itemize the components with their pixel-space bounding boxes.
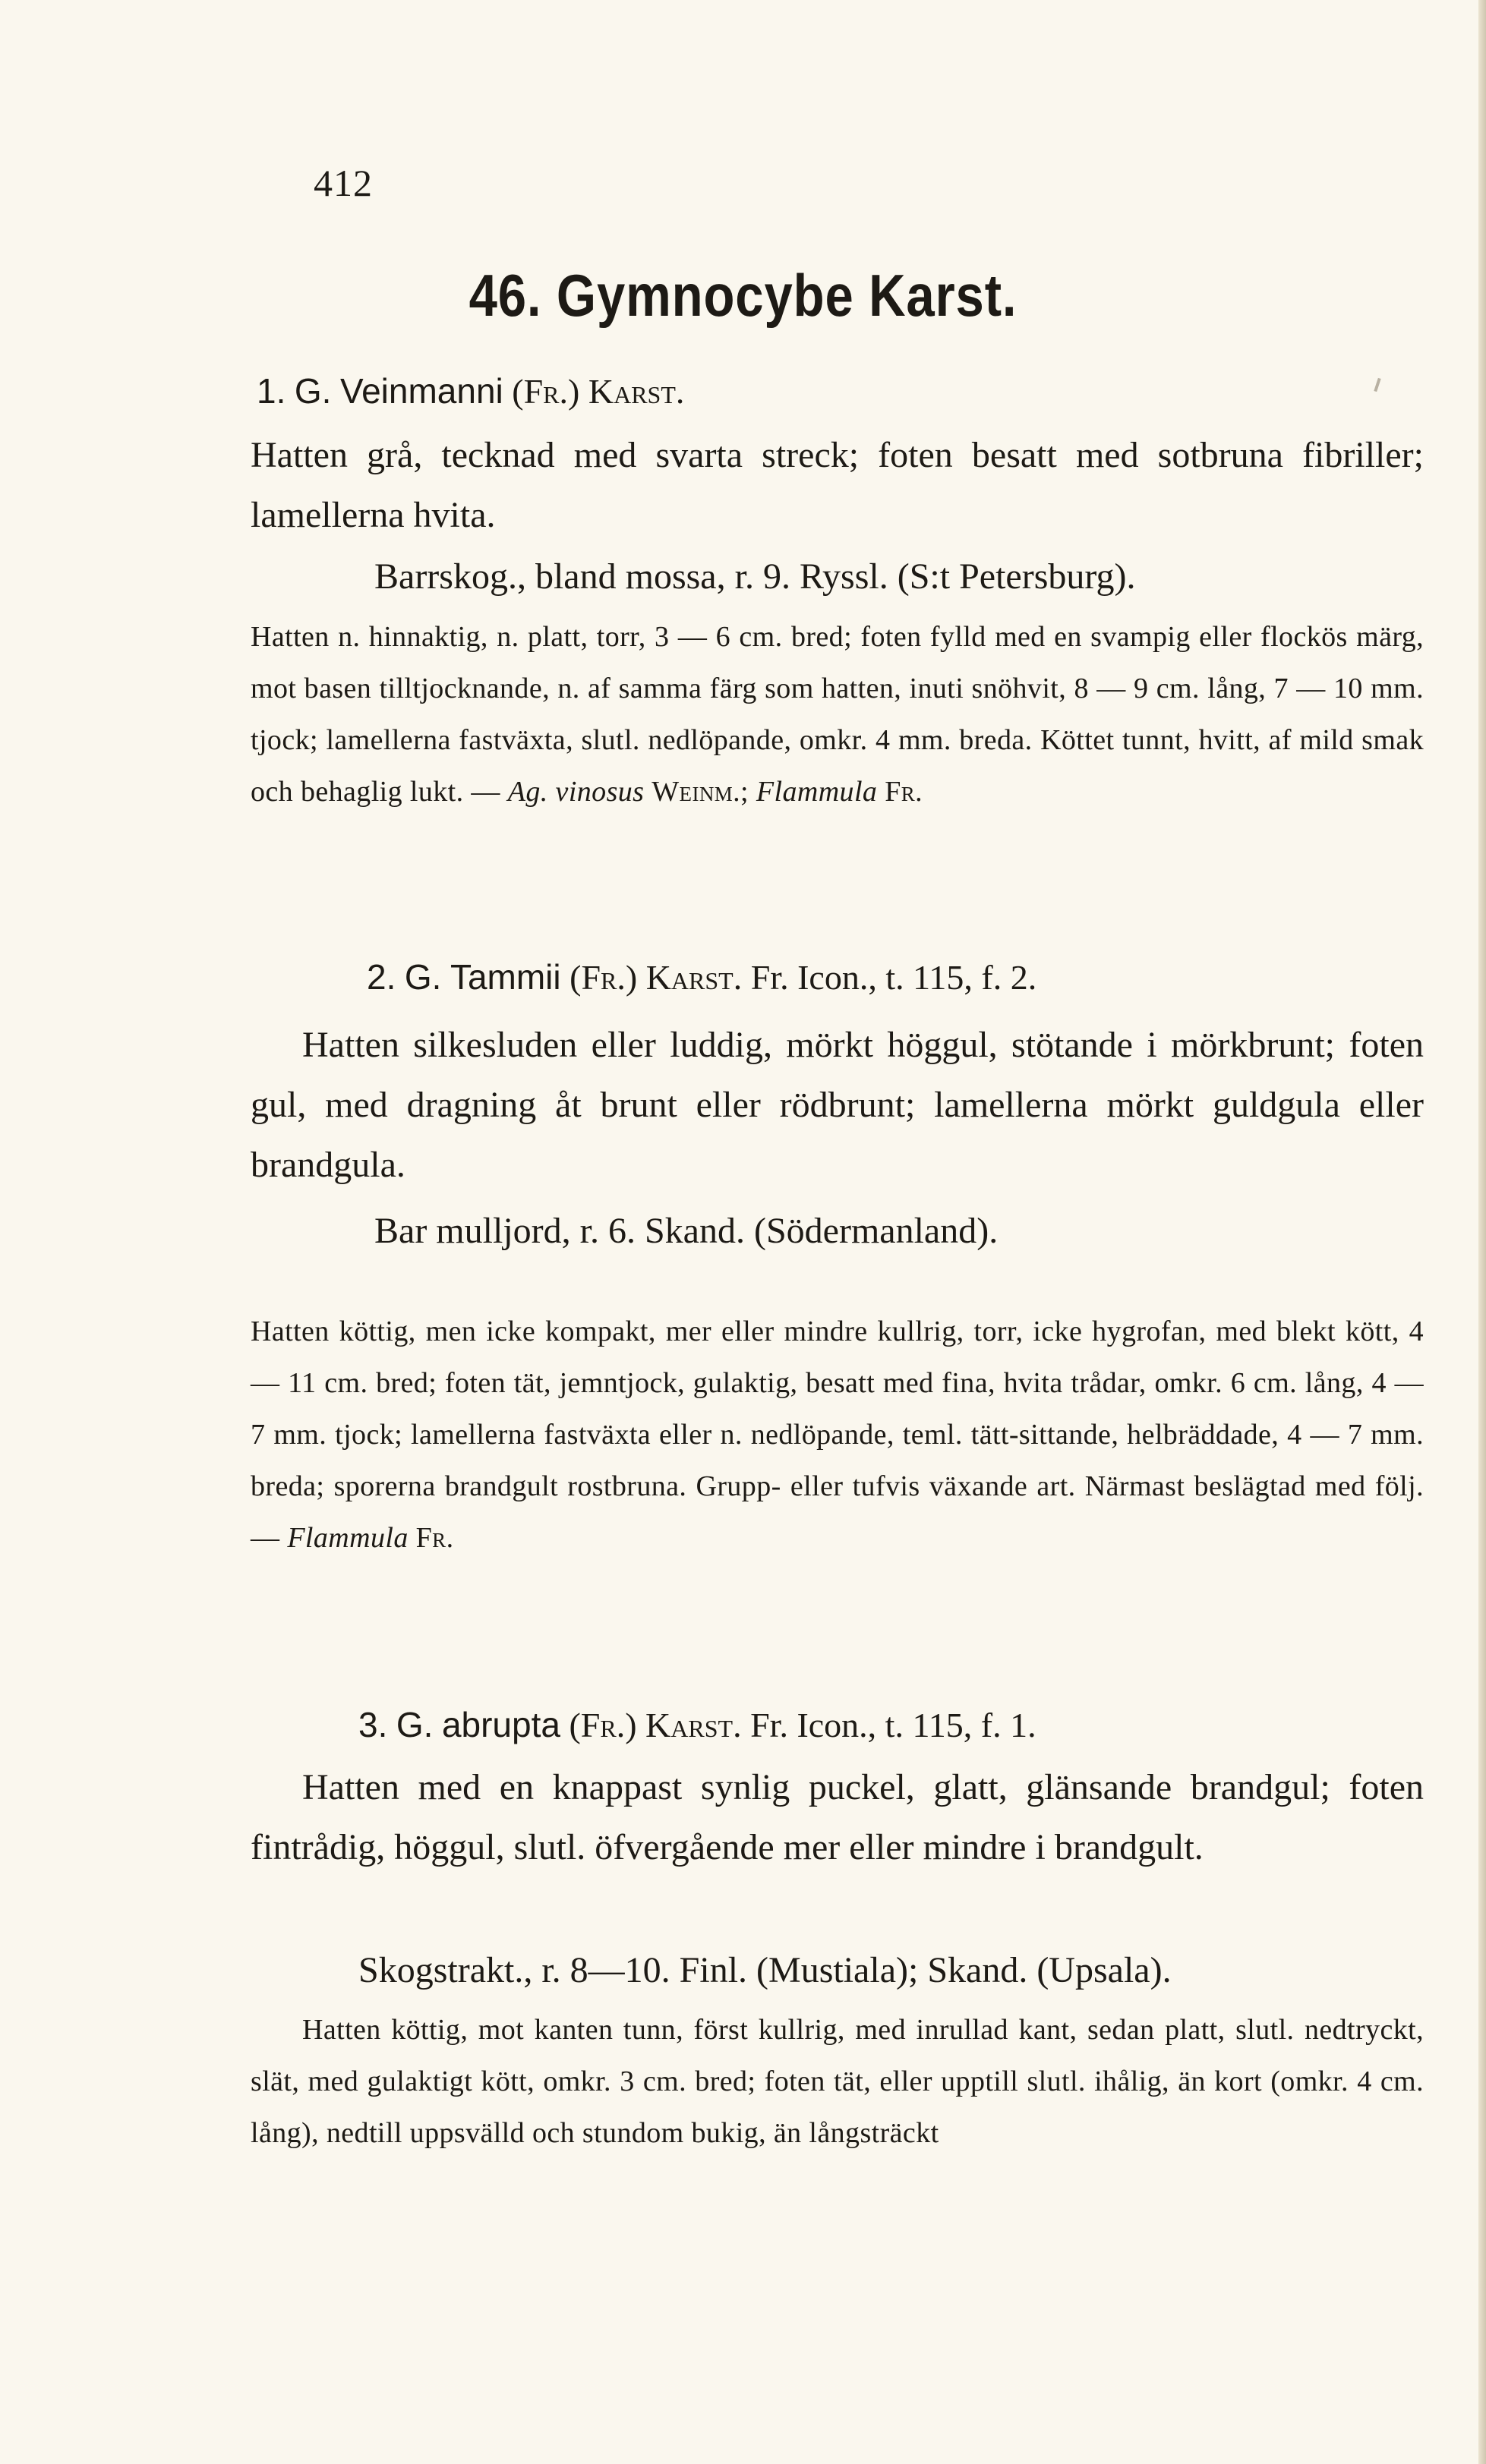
entry-species: Veinmanni (339, 371, 503, 411)
entry-habitat: Barrskog., bland mossa, r. 9. Ryssl. (S:t Petersburg). (374, 556, 1136, 597)
details-text: Hatten n. hinnaktig, n. platt, torr, 3 — 6 cm. bred; foten fylld med en svampig eller flockös märg, mot basen tilltjocknande, n. af samma färg som hatten, inuti snöhvit, 8 — 9 cm. lång, 7 — 10 mm. tjock; lamellerna fastväxta, slutl. nedlöpande, omkr. 4 mm. breda. Köttet tunnt, hvitt, af mild smak och behaglig lukt. — (251, 621, 1424, 808)
entry-habitat: Skogstrakt., r. 8—10. Finl. (Mustiala); Skand. (Upsala). (358, 1950, 1172, 1990)
entry-number: 1. (257, 371, 286, 411)
authority-close: ) (568, 372, 580, 411)
entry-number: 2. (367, 957, 396, 997)
section-number: 46. (469, 262, 542, 329)
authority-close: ) (625, 1706, 637, 1744)
entry-heading-1 (257, 370, 1430, 412)
entry-genus: G. (396, 1705, 434, 1744)
authority-karst: Karst. (645, 958, 743, 997)
entry-heading-2 (367, 956, 1424, 998)
authority-close: ) (625, 958, 638, 997)
entry-genus: G. (404, 957, 442, 997)
entry-details (251, 611, 1424, 818)
page-number: 412 (314, 162, 373, 204)
entry-reference: Fr. Icon., t. 115, f. 2. (750, 958, 1037, 997)
entry-description: Hatten med en knappast synlig puckel, glatt, glänsande brandgul; foten fintrådig, höggul, slutl. öfvergående mer eller mindre i brandgult. (251, 1767, 1424, 1867)
entry-species: Tammii (450, 957, 561, 997)
authority-open: ( (569, 958, 582, 997)
authority-open: ( (569, 1706, 581, 1744)
synonym-author: Fr. (415, 1522, 454, 1554)
synonym-name: Ag. vinosus (507, 776, 645, 808)
synonym-author: Weinm.; (652, 776, 749, 808)
details-text: Hatten köttig, men icke kompakt, mer eller mindre kullrig, torr, icke hygrofan, med blekt kött, 4 — 11 cm. bred; foten tät, jemntjock, gulaktig, besatt med fina, hvita trådar, omkr. 6 cm. lång, 4 — 7 mm. tjock; lamellerna fastväxta eller n. nedlöpande, teml. tätt-sittande, helbräddade, 4 — 7 mm. breda; sporerna brandgult rostbruna. Grupp- eller tufvis växande art. Närmast beslägtad med följ. — (251, 1315, 1424, 1554)
authority-karst: Karst. (588, 372, 685, 411)
authority-fr: Fr. (523, 372, 569, 411)
entry-description: Hatten silkesluden eller luddig, mörkt höggul, stötande i mörkbrunt; foten gul, med dragning åt brunt eller rödbrunt; lamellerna mörkt guldgula eller brandgula. (251, 1025, 1424, 1185)
authority-fr: Fr. (581, 958, 626, 997)
entry-genus: G. (294, 371, 332, 411)
synonym-author: Fr. (885, 776, 923, 808)
synonym-name: Flammula (756, 776, 878, 808)
section-title-text: Gymnocybe Karst. (556, 262, 1017, 329)
entry-species: abrupta (441, 1705, 560, 1744)
entry-number: 3. (358, 1705, 388, 1744)
synonym-name: Flammula (287, 1522, 409, 1554)
authority-open: ( (512, 372, 524, 411)
entry-details: Hatten köttig, mot kanten tunn, först kullrig, med inrullad kant, sedan platt, slutl. nedtryckt, slät, med gulaktigt kött, omkr. 3 cm. bred; foten tät, eller upptill slutl. ihålig, än kort (omkr. 4 cm. lång), nedtill uppsvälld och stundom bukig, än långsträckt (251, 2014, 1424, 2149)
entry-habitat: Bar mulljord, r. 6. Skand. (Södermanland). (374, 1211, 999, 1251)
section-title (104, 261, 1382, 330)
entry-description: Hatten grå, tecknad med svarta streck; foten besatt med sotbruna fibriller; lamellerna hvita. (251, 435, 1424, 535)
authority-fr: Fr. (580, 1706, 626, 1744)
entry-heading-3 (358, 1704, 1424, 1746)
entry-details (251, 1306, 1424, 1564)
authority-karst: Karst. (645, 1706, 742, 1744)
entry-reference: Fr. Icon., t. 115, f. 1. (750, 1706, 1036, 1744)
